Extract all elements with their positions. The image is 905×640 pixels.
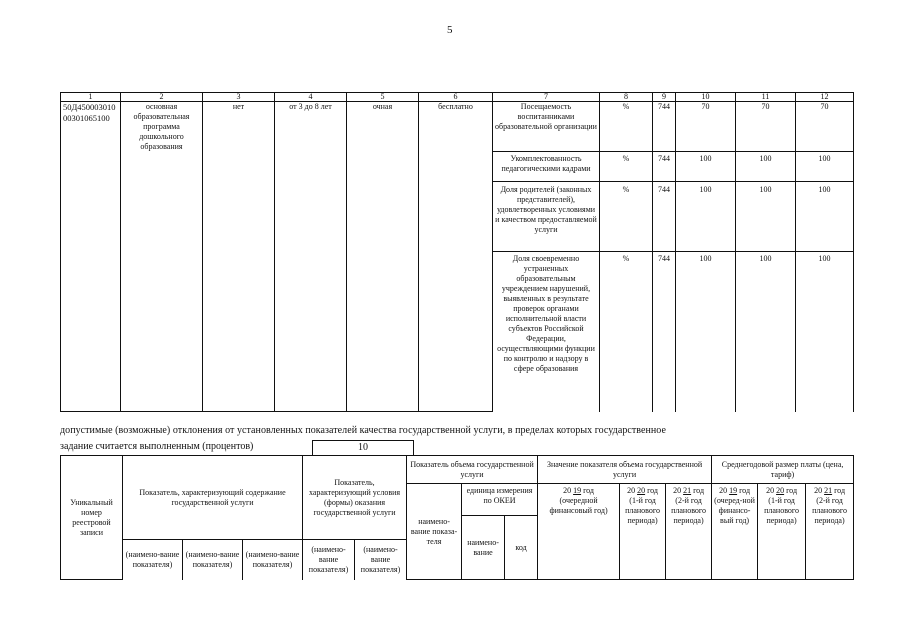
period-label: (2-й год планового периода) [671,496,707,525]
unit-cell: % [600,182,653,252]
column-number-row [61,93,854,102]
value-cell: 70 [796,102,854,152]
volume-indicators-table [60,455,854,580]
year-word: год [583,486,594,495]
year-word: год [786,486,798,495]
price-year-header [712,484,758,580]
program-cell: основная образовательная программа дошкольного образования [121,102,203,412]
col3-cell: нет [203,102,275,412]
year-column-header [666,484,712,580]
year-prefix: 20 [627,486,636,495]
value-cell: 100 [736,152,796,182]
value-cell: 100 [796,252,854,412]
page-number: 5 [447,24,453,36]
age-cell: от 3 до 8 лет [275,102,347,412]
year-prefix: 20 [766,486,775,495]
year-word: год [834,486,846,495]
tolerance-text-line2: задание считается выполненным (процентов) [60,441,254,452]
year-value: 21 [683,486,692,495]
year-prefix: 20 [563,486,572,495]
price-year-header [758,484,806,580]
value-cell: 100 [736,252,796,412]
col-number: 8 [600,93,653,102]
year-value: 20 [637,486,646,495]
indicator-name-header: наимено-вание показа-теля [407,484,462,580]
form-cell: очная [347,102,419,412]
value-cell: 100 [676,152,736,182]
okei-cell: 744 [653,182,676,252]
period-label: (очередной финансовый год) [549,496,608,515]
value-cell: 100 [676,182,736,252]
conditions-indicator-header: Показатель, характеризующий условия (формы) оказания государственной услуги [303,456,407,540]
year-word: год [739,486,751,495]
value-cell: 100 [796,182,854,252]
unit-code-header: код [505,516,538,580]
indicator-name-cell: Доля своевременно устраненных образовательным учреждением нарушений, выявленных в результате проверок органами исполнительной власти субъектов Российской Федерации, осуществляющими функции по контролю и надзору в сфере образования [493,252,600,412]
year-value: 19 [729,486,738,495]
indicator-name-cell: Доля родителей (законных представителей), удовлетворенных условиями и качеством предоставляемой услуги [493,182,600,252]
col-number: 5 [347,93,419,102]
content-sub-header: (наимено-вание показателя) [183,540,243,580]
year-word: год [647,486,658,495]
table-row [61,102,854,152]
unit-name-header: наимено-вание [462,516,505,580]
col-number: 11 [736,93,796,102]
content-indicator-header: Показатель, характеризующий содержание государственной услуги [123,456,303,540]
year-prefix: 20 [673,486,682,495]
payment-cell: бесплатно [419,102,493,412]
year-word: год [693,486,705,495]
col-number: 4 [275,93,347,102]
col-number: 3 [203,93,275,102]
quality-indicators-table [60,92,854,412]
okei-cell: 744 [653,252,676,412]
okei-cell: 744 [653,102,676,152]
col-number: 7 [493,93,600,102]
year-value: 19 [573,486,582,495]
col-number: 6 [419,93,493,102]
period-label: (2-й год планового периода) [812,496,848,525]
unique-number-header: Уникальный номер реестровой записи [61,456,123,580]
year-value: 21 [824,486,833,495]
content-sub-header: (наимено-вание показателя) [243,540,303,580]
col-number: 12 [796,93,854,102]
tolerance-text-line1: допустимые (возможные) отклонения от установленных показателей качества государственной услуги, в пределах которых государственное [60,425,666,436]
col-number: 10 [676,93,736,102]
col-number: 1 [61,93,121,102]
col-number: 2 [121,93,203,102]
period-label: (очеред-ной финансо-вый год) [714,496,755,525]
col-number: 9 [653,93,676,102]
conditions-sub-header: (наимено-вание показателя) [355,540,407,580]
period-label: (1-й год планового периода) [764,496,800,525]
conditions-sub-header: (наимено-вание показателя) [303,540,355,580]
indicator-name-cell: Укомплектованность педагогическими кадрами [493,152,600,182]
indicator-name-cell: Посещаемость воспитанниками образовательной организации [493,102,600,152]
registry-code-cell: 50Д450003010 00301065100 [61,102,121,412]
value-cell: 100 [736,182,796,252]
period-label: (1-й год планового периода) [625,496,660,525]
year-prefix: 20 [719,486,728,495]
tolerance-value-box: 10 [312,440,414,456]
price-header: Среднегодовой размер платы (цена, тариф) [712,456,854,484]
year-prefix: 20 [814,486,823,495]
unit-okei-header: единица измерения по ОКЕИ [462,484,538,516]
unit-cell: % [600,152,653,182]
year-column-header [620,484,666,580]
year-value: 20 [776,486,785,495]
content-sub-header: (наимено-вание показателя) [123,540,183,580]
price-year-header [806,484,854,580]
value-cell: 100 [676,252,736,412]
value-cell: 70 [676,102,736,152]
year-column-header [538,484,620,580]
okei-cell: 744 [653,152,676,182]
volume-indicator-header: Показатель объема государственной услуги [407,456,538,484]
unit-cell: % [600,102,653,152]
volume-value-header: Значение показателя объема государственной услуги [538,456,712,484]
unit-cell: % [600,252,653,412]
value-cell: 70 [736,102,796,152]
value-cell: 100 [796,152,854,182]
